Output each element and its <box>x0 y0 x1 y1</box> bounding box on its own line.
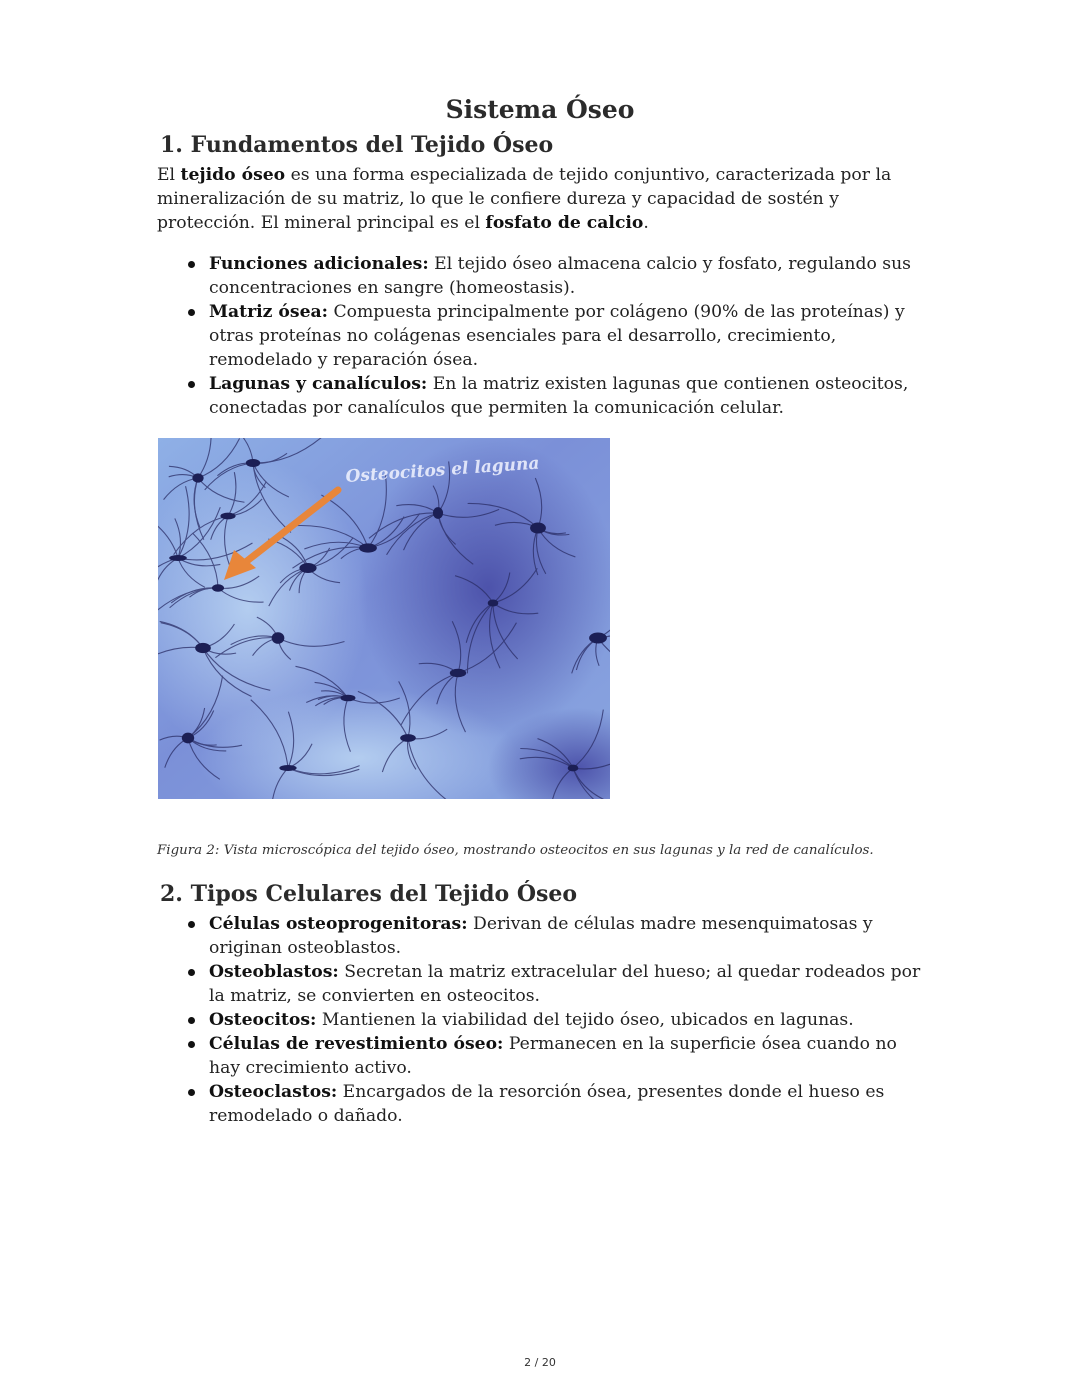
list-item-term: Osteocitos: <box>209 1010 317 1030</box>
list-item-osteoblastos <box>209 960 929 1008</box>
osteocyte-lacuna <box>488 600 499 607</box>
list-item-text: Permanecen en la superficie ósea cuando no hay crecimiento activo. <box>209 1034 897 1078</box>
osteocyte-lacuna <box>212 584 224 591</box>
list-item-text: Secretan la matriz extracelular del hueso; al quedar rodeados por la matriz, se convierten en osteocitos. <box>209 962 921 1006</box>
microscopy-image <box>158 438 610 799</box>
section-heading-tipos-celulares: 2. Tipos Celulares del Tejido Óseo <box>160 881 578 907</box>
osteocyte-lacuna <box>272 632 285 644</box>
list-item-lagunas <box>209 372 929 420</box>
list-item-revestimiento <box>209 1032 929 1080</box>
intro-text-1: El <box>157 165 181 185</box>
page-title: Sistema Óseo <box>445 95 635 124</box>
fundamentos-list <box>209 252 929 420</box>
page-number: 2 / 20 <box>524 1356 556 1369</box>
osteocyte-lacuna <box>169 555 187 561</box>
intro-paragraph <box>157 163 927 235</box>
osteocyte-lacuna <box>279 765 296 771</box>
tipos-celulares-list <box>209 912 929 1128</box>
list-item-text: Derivan de células madre mesenquimatosas y originan osteoblastos. <box>209 914 873 958</box>
section-heading-fundamentos: 1. Fundamentos del Tejido Óseo <box>160 132 554 158</box>
list-item-text: En la matriz existen lagunas que contienen osteocitos, conectadas por canalículos que permiten la comunicación celular. <box>209 374 909 418</box>
list-item-term: Osteoclastos: <box>209 1082 338 1102</box>
list-item-text: Mantienen la viabilidad del tejido óseo, ubicados en lagunas. <box>316 1010 854 1030</box>
intro-bold-tejido-oseo: tejido óseo <box>180 165 286 185</box>
microscopy-illustration <box>158 438 610 799</box>
osteocyte-lacuna <box>246 459 260 467</box>
osteocyte-lacuna <box>192 473 203 482</box>
list-item-osteoprogenitoras <box>209 912 929 960</box>
osteocyte-lacuna <box>299 563 316 573</box>
image-embedded-label: Osteocitos el laguna <box>344 453 541 487</box>
intro-text-2: es una forma especializada de tejido conjuntivo, caracterizada por la mineralización de su matriz, lo que le confiere dureza y capacidad de sostén y protección. El mineral principal es el <box>157 165 892 233</box>
list-item-text: Compuesta principalmente por colágeno (90% de las proteínas) y otras proteínas no colágenas esenciales para el desarrollo, crecimiento, remodelado y reparación ósea. <box>209 302 905 370</box>
osteocyte-lacuna <box>341 695 356 702</box>
list-item-term: Funciones adicionales: <box>209 254 429 274</box>
osteocyte-lacuna <box>589 633 607 644</box>
list-item-term: Matriz ósea: <box>209 302 328 322</box>
figure-caption: Figura 2: Vista microscópica del tejido óseo, mostrando osteocitos en sus lagunas y la red de canalículos. <box>157 843 874 858</box>
list-item-text: El tejido óseo almacena calcio y fosfato, regulando sus concentraciones en sangre (homeostasis). <box>209 254 912 298</box>
osteocyte-lacuna <box>530 522 546 533</box>
osteocyte-lacuna <box>450 669 466 677</box>
list-item-term: Lagunas y canalículos: <box>209 374 428 394</box>
list-item-matriz <box>209 300 929 372</box>
osteocyte-lacuna <box>182 733 194 744</box>
intro-bold-fosfato-de-calcio: fosfato de calcio <box>485 213 644 233</box>
osteocyte-lacuna <box>195 643 211 653</box>
osteocyte-lacuna <box>359 543 377 552</box>
osteocyte-lacuna <box>220 513 235 520</box>
osteocyte-lacuna <box>568 765 579 772</box>
list-item-term: Células osteoprogenitoras: <box>209 914 468 934</box>
osteocyte-lacuna <box>433 507 443 519</box>
list-item-text: Encargados de la resorción ósea, presentes donde el hueso es remodelado o dañado. <box>209 1082 885 1126</box>
list-item-osteoclastos <box>209 1080 929 1128</box>
intro-text-3: . <box>643 213 649 233</box>
list-item-term: Células de revestimiento óseo: <box>209 1034 504 1054</box>
list-item-funciones <box>209 252 929 300</box>
list-item-osteocitos <box>209 1008 929 1032</box>
osteocyte-lacuna <box>400 734 416 742</box>
list-item-term: Osteoblastos: <box>209 962 339 982</box>
